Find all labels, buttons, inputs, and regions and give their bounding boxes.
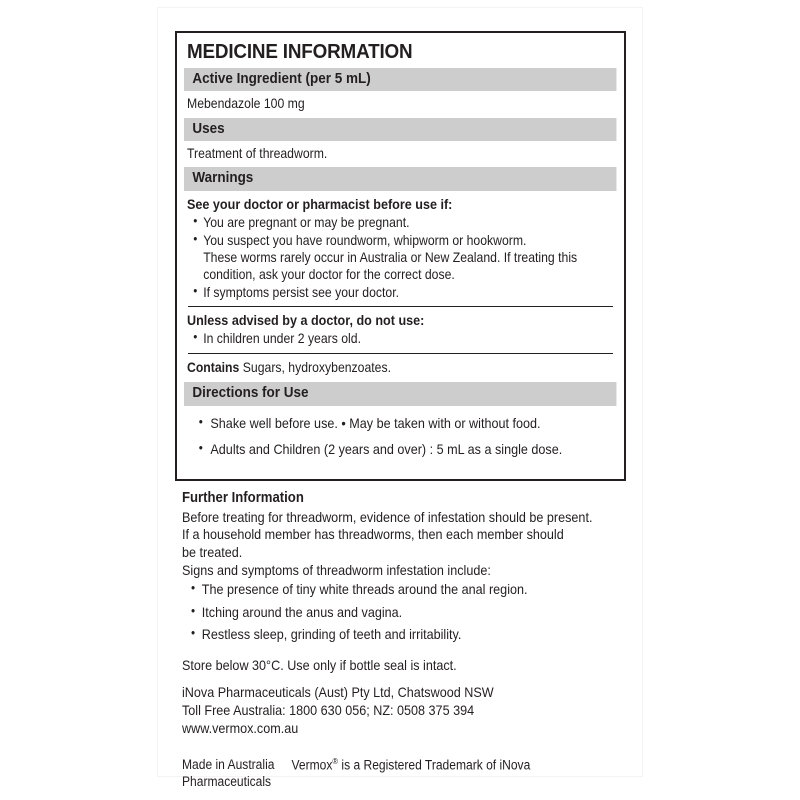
further-information-section bbox=[182, 490, 628, 738]
contains-text: Sugars, hydroxybenzoates. bbox=[242, 359, 392, 375]
bullet-text: Itching around the anus and vagina. bbox=[201, 603, 403, 620]
bullet-text: If symptoms persist see your doctor. bbox=[203, 285, 400, 301]
section-band-warnings: Warnings bbox=[184, 167, 617, 191]
contains-line bbox=[187, 359, 620, 377]
list-item bbox=[187, 415, 620, 433]
unless-advised-heading: Unless advised by a doctor, do not use: bbox=[187, 312, 425, 329]
bullet-text: In children under 2 years old. bbox=[203, 331, 361, 347]
bullet-text: The presence of tiny white threads around the anal region. bbox=[201, 581, 528, 598]
list-item bbox=[187, 214, 620, 231]
further-information-heading: Further Information bbox=[182, 490, 304, 506]
website-url[interactable]: www.vermox.com.au bbox=[182, 719, 299, 736]
spacer bbox=[182, 675, 628, 684]
see-doctor-heading: See your doctor or pharmacist before use if: bbox=[187, 195, 453, 212]
company-name: iNova Pharmaceuticals (Aust) Pty Ltd, Chatswood NSW bbox=[182, 683, 494, 700]
bullet-text: You are pregnant or may be pregnant. bbox=[203, 214, 410, 230]
list-item bbox=[182, 603, 628, 622]
made-in-label: Made in Australia bbox=[182, 757, 275, 773]
contains-label: Contains bbox=[187, 359, 240, 375]
list-item bbox=[187, 284, 620, 301]
footer bbox=[182, 756, 583, 790]
directions-bullet-list bbox=[187, 415, 620, 459]
main-information-panel bbox=[175, 31, 626, 481]
divider-above-contains bbox=[188, 353, 613, 354]
section-band-active-ingredient: Active Ingredient (per 5 mL) bbox=[184, 68, 617, 92]
bullet-text: You suspect you have roundworm, whipworm or hookworm. bbox=[203, 232, 527, 248]
active-ingredient-value: Mebendazole 100 mg bbox=[187, 96, 305, 112]
bullet-text: Restless sleep, grinding of teeth and irritability. bbox=[201, 626, 462, 643]
signs-intro: Signs and symptoms of threadworm infestation include: bbox=[182, 562, 491, 579]
page-title: MEDICINE INFORMATION bbox=[187, 40, 413, 63]
unless-advised-bullet-list bbox=[187, 330, 620, 347]
trademark-statement: is a Registered Trademark of iNova Pharmaceuticals bbox=[182, 757, 531, 789]
bullet-text: Shake well before use. • May be taken with or without food. bbox=[210, 414, 541, 431]
bullet-text: Adults and Children (2 years and over) : 5 mL as a single dose. bbox=[210, 440, 563, 457]
toll-free-phone: Toll Free Australia: 1800 630 056; NZ: 0508 375 394 bbox=[182, 701, 475, 718]
list-item bbox=[187, 232, 620, 283]
bullet-continuation: These worms rarely occur in Australia or New Zealand. If treating this condition, ask your doctor for the correct dose. bbox=[203, 250, 578, 283]
list-item bbox=[182, 625, 628, 644]
trademark-brand: Vermox bbox=[291, 757, 333, 773]
section-band-directions-for-use: Directions for Use bbox=[184, 382, 617, 406]
uses-value: Treatment of threadworm. bbox=[187, 146, 328, 162]
signs-bullet-list bbox=[182, 580, 628, 644]
list-item bbox=[187, 441, 620, 459]
label-card bbox=[158, 8, 642, 789]
further-information-paragraph-line: be treated. bbox=[182, 544, 243, 561]
divider-above-unless-advised bbox=[188, 306, 613, 307]
further-information-paragraph-line: If a household member has threadworms, then each member should bbox=[182, 526, 564, 543]
further-information-paragraph-line: Before treating for threadworm, evidence of infestation should be present. bbox=[182, 508, 593, 525]
section-band-uses: Uses bbox=[184, 118, 617, 142]
storage-instructions: Store below 30°C. Use only if bottle seal is intact. bbox=[182, 656, 457, 673]
list-item bbox=[187, 330, 620, 347]
registered-trademark-icon: ® bbox=[332, 756, 339, 766]
spacer bbox=[182, 648, 628, 657]
list-item bbox=[182, 580, 628, 599]
see-doctor-bullet-list bbox=[187, 214, 620, 302]
